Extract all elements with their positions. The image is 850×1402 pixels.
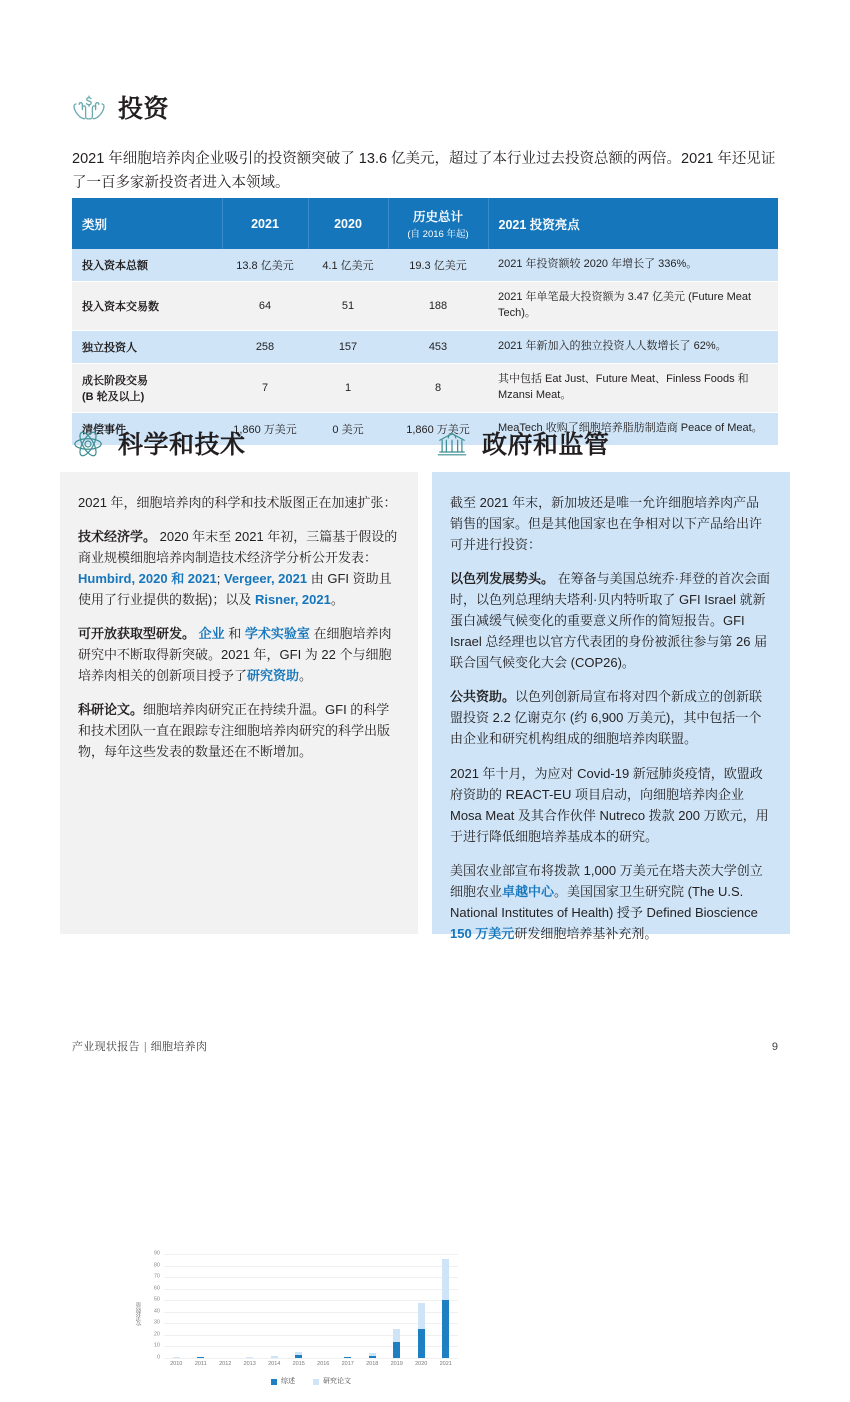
cell-total: 188 [388,282,488,331]
footer-report-name: 产业现状报告 [72,1041,140,1053]
chart-legend-label: 研究论文 [323,1378,351,1385]
chart-bar [418,1254,425,1358]
chart-legend-item [313,1376,351,1387]
chart-bar-segment-papers [442,1259,449,1301]
col-header-total-sub: (自 2016 年起) [407,229,469,240]
table-row [72,363,778,412]
papers-text: 细胞培养肉研究正在持续升温。GFI 的科学和技术团队一直在跟踪专注细胞培养肉研究的科学出版物，每年这些发表的数量还在不断增加。 [78,702,391,760]
chart-bar-segment-papers [246,1357,253,1358]
chart-bar-segment-reviews [295,1355,302,1358]
cell-total: 1,860 万美元 [388,412,488,445]
chart-bar [222,1254,229,1358]
chart-x-tick: 2020 [415,1361,428,1367]
col-header-total-main: 历史总计 [412,210,463,224]
investment-section-header [72,92,169,126]
cell-total: 8 [388,363,488,412]
table-body [72,249,778,445]
science-title: 科学和技术 [118,430,246,459]
israel-momentum-label: 以色列发展势头。 [450,571,555,587]
table-row [72,282,778,331]
cell-total: 453 [388,330,488,363]
usda-text-c: 研发细胞培养基补充剂。 [514,925,658,941]
investment-table [72,198,778,446]
gov-paragraph-3 [450,686,772,749]
chart-x-tick: 2010 [170,1361,183,1367]
open-access-label: 可开放获取型研发。 [78,626,196,642]
gov-paragraph-2 [450,568,772,673]
cell-2020: 51 [308,282,388,331]
cell-2020: 1 [308,363,388,412]
cell-2021: 64 [222,282,308,331]
cell-total: 19.3 亿美元 [388,249,488,282]
cell-category: 投入资本总额 [72,249,222,282]
papers-label: 科研论文。 [78,702,144,718]
chart-bar-segment-papers [173,1357,180,1358]
open-access-text-b: 和 [224,626,245,642]
government-section-header [436,428,610,462]
science-paragraph-2 [78,526,400,610]
link-humbird[interactable]: Humbird, 2020 和 2021 [78,571,217,587]
chart-legend-swatch [313,1379,319,1385]
science-paragraph-3 [78,623,400,686]
chart-x-axis-ticks [164,1360,458,1369]
chart-y-tick: 70 [153,1273,160,1280]
cell-2020: 157 [308,330,388,363]
cell-highlight: 2021 年新加入的独立投资人人数增长了 62%。 [488,330,778,363]
chart-bar [320,1254,327,1358]
chart-bars [164,1254,458,1358]
chart-bar [197,1254,204,1358]
link-center-of-excellence[interactable]: 卓越中心 [502,883,555,899]
open-access-text-c: 在细胞培养肉研究中不断取得新突破。2021 年，GFI 为 22 个与细胞培养肉相关的创新项目授予了 [78,626,392,684]
chart-bar-segment-reviews [442,1300,449,1358]
chart-bar [246,1254,253,1358]
chart-legend-label: 综述 [281,1378,295,1385]
chart-plot-area [153,1250,458,1361]
investment-intro-text: 2021 年细胞培养肉企业吸引的投资额突破了 13.6 亿美元，超过了本行业过去投资总额的两倍。2021 年还见证了一百多家新投资者进入本领域。 [72,151,776,191]
col-header-2020: 2020 [308,198,388,249]
chart-bar-segment-reviews [197,1357,204,1358]
cell-2020: 0 美元 [308,412,388,445]
chart-y-tick: 90 [153,1250,160,1257]
footer [72,1038,778,1054]
chart-y-tick: 20 [153,1331,160,1338]
chart-y-axis-label: 发表数量 [137,1302,143,1326]
chart-bar-segment-papers [271,1356,278,1358]
link-academic-labs[interactable]: 学术实验室 [244,626,310,642]
gov-paragraph-1: 截至 2021 年末，新加坡还是唯一允许细胞培养肉产品销售的国家。但是其他国家也在争相对以下产品给出许可并进行投资： [450,495,763,553]
chart-legend-swatch [271,1379,277,1385]
cell-highlight: 其中包括 Eat Just、Future Meat、Finless Foods 和 Mzansi Meat。 [488,363,778,412]
publications-chart [138,1250,460,1402]
chart-x-tick: 2017 [341,1361,354,1367]
chart-bar [271,1254,278,1358]
cell-category: 清偿事件 [72,412,222,445]
cell-highlight: 2021 年投资额较 2020 年增长了 336%。 [488,249,778,282]
page-title: 投资 [118,94,170,123]
hands-holding-money-icon [72,92,106,126]
chart-y-tick: 0 [156,1354,160,1361]
chart-bar [393,1254,400,1358]
col-header-highlights: 2021 投资亮点 [488,198,778,249]
cell-2021: 258 [222,330,308,363]
government-building-icon [436,428,470,462]
chart-legend-item [271,1376,295,1387]
chart-x-tick: 2019 [390,1361,403,1367]
chart-x-tick: 2016 [317,1361,330,1367]
table-row [72,330,778,363]
chart-x-tick: 2012 [219,1361,232,1367]
government-title: 政府和监管 [482,430,610,459]
cell-category: 独立投资人 [72,330,222,363]
link-risner[interactable]: Risner, 2021 [254,592,331,608]
footer-separator: | [143,1041,147,1053]
open-access-text-d: 。 [299,668,313,684]
gov-paragraph-5 [450,860,772,944]
page-number: 9 [771,1041,778,1053]
chart-x-tick: 2011 [194,1361,207,1367]
cell-category: 成长阶段交易 (B 轮及以上) [72,363,222,412]
techno-economics-label: 技术经济学。 [78,529,157,545]
col-header-total [388,198,488,249]
usda-text-b: 。美国国家卫生研究院 (The U.S. National Institutes of Health) 授予 Defined Bioscience [450,883,758,920]
cell-highlight: MeaTech 收购了细胞培养脂肪制造商 Peace of Meat。 [488,412,778,445]
footer-text [72,1038,207,1054]
chart-bar [442,1254,449,1358]
science-paragraph-4 [78,699,400,762]
link-companies[interactable]: 企业 [198,626,225,642]
chart-y-tick: 80 [153,1262,160,1269]
gov-paragraph-4: 2021 年十月，为应对 Covid-19 新冠肺炎疫情，欧盟政府资助的 REACT-EU 项目启动，向细胞培养肉企业 Mosa Meat 及其合作伙伴 Nutreco 拨款 200 万欧元，用于进行降低细胞培养基成本的研究。 [450,765,769,844]
public-funding-text: 以色列创新局宣布将对四个新成立的创新联盟投资 2.2 亿谢克尔 (约 6,900 万美元)，其中包括一个由企业和研究机构组成的细胞培养肉联盟。 [450,689,763,747]
techno-economics-text-c: 。 [330,592,344,608]
chart-x-tick: 2018 [366,1361,379,1367]
col-header-2021: 2021 [222,198,308,249]
chart-y-tick: 50 [153,1296,160,1303]
table-row [72,249,778,282]
cell-2021: 7 [222,363,308,412]
chart-x-tick: 2014 [268,1361,281,1367]
cell-2021: 13.8 亿美元 [222,249,308,282]
cell-highlight: 2021 年单笔最大投资额为 3.47 亿美元 (Future Meat Tech)。 [488,282,778,331]
chart-bar [173,1254,180,1358]
chart-gridline [156,1354,458,1361]
chart-bar-segment-papers [418,1303,425,1330]
chart-x-tick: 2013 [243,1361,256,1367]
techno-economics-text-a: 2020 年末至 2021 年初，三篇基于假设的商业规模细胞培养肉制造技术经济学分析公开发表： [78,529,398,566]
government-panel [432,472,790,941]
chart-bar [344,1254,351,1358]
col-header-category: 类别 [72,198,222,249]
link-vergeer[interactable]: Vergeer, 2021 [223,571,308,587]
science-paragraph-1: 2021 年，细胞培养肉的科学和技术版图正在加速扩张： [78,495,397,510]
atom-icon [72,428,106,462]
chart-y-tick: 60 [153,1285,160,1292]
chart-bar-segment-papers [393,1329,400,1342]
public-funding-label: 公共资助。 [450,689,516,705]
chart-bar [295,1254,302,1358]
usda-text-a: 美国农业部宣布将拨款 1,000 万美元在塔夫茨大学创立细胞农业 [450,862,763,899]
cell-2021: 1,860 万美元 [222,412,308,445]
israel-momentum-text: 在筹备与美国总统乔·拜登的首次会面时，以色列总理纳夫塔利·贝内特听取了 GFI Israel 就新蛋白减缓气候变化的重要意义所作的简短报告。GFI Israel 总经理也以官方代表团的身份被派往参与第 26 届联合国气候变化大会 (COP26)。 [450,571,770,671]
chart-legend [164,1376,458,1387]
footer-topic: 细胞培养肉 [150,1041,208,1053]
link-research-grants[interactable]: 研究资助 [247,668,300,684]
chart-bar-segment-reviews [344,1357,351,1358]
chart-y-tick: 10 [153,1342,160,1349]
cell-category: 投入资本交易数 [72,282,222,331]
chart-bar-segment-reviews [393,1342,400,1358]
science-section-header [72,428,246,462]
chart-bar-segment-reviews [418,1329,425,1358]
chart-y-tick: 40 [153,1308,160,1315]
chart-y-tick: 30 [153,1319,160,1326]
link-1-5-million[interactable]: 150 万美元 [450,925,515,941]
chart-x-tick: 2015 [292,1361,305,1367]
table-header-row [72,198,778,249]
semi-1: ; [216,571,224,587]
chart-bar-segment-reviews [369,1356,376,1358]
techno-economics-text-b: 由 GFI 资助且使用了行业提供的数据)；以及 [78,571,392,608]
chart-x-tick: 2021 [439,1361,452,1367]
chart-bar [369,1254,376,1358]
cell-2020: 4.1 亿美元 [308,249,388,282]
